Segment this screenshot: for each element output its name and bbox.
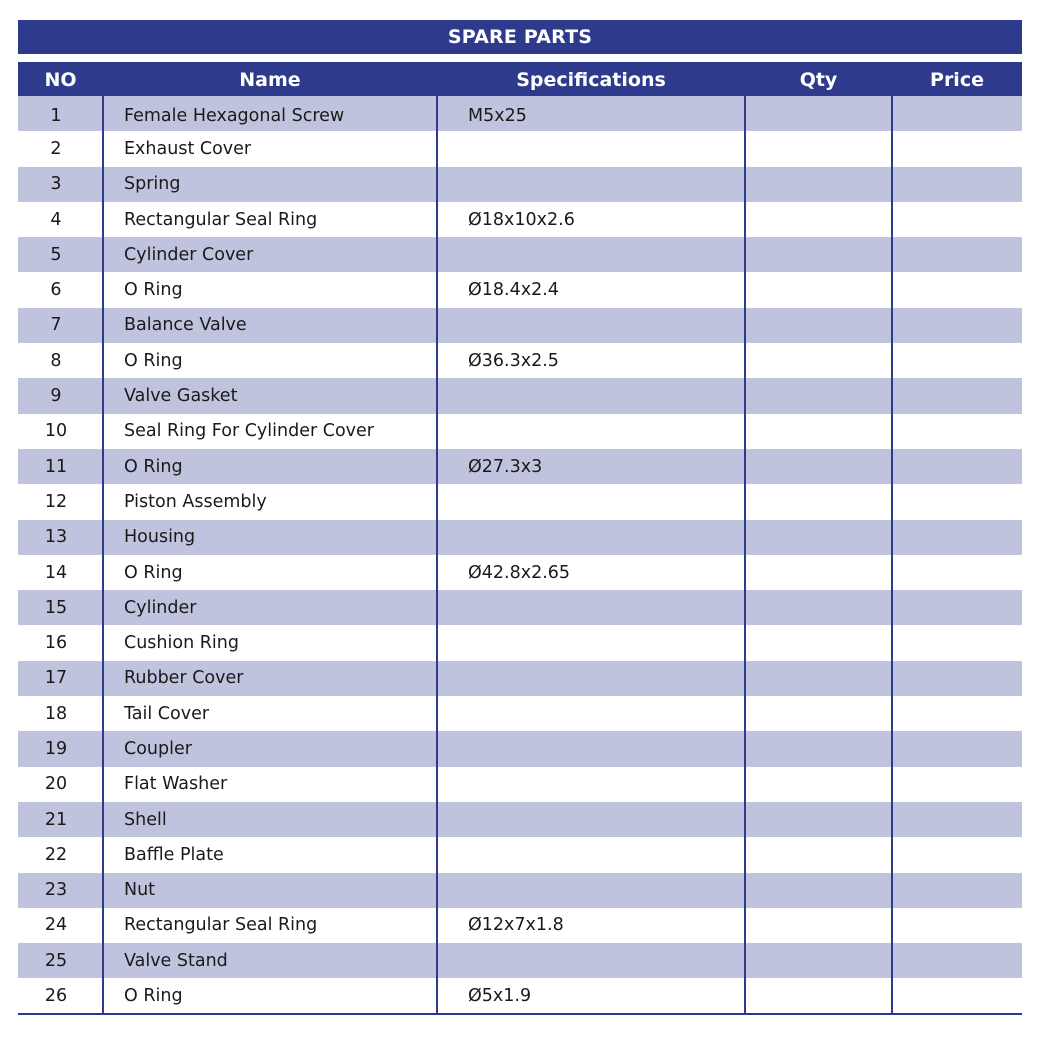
part-name: Tail Cover — [103, 696, 437, 731]
part-name: Female Hexagonal Screw — [103, 96, 437, 131]
row-number: 16 — [44, 633, 68, 654]
part-price — [892, 625, 1022, 660]
table-row — [18, 131, 1022, 166]
table-row — [18, 202, 1022, 237]
table-row — [18, 661, 1022, 696]
table-row — [18, 908, 1022, 943]
part-specification: Ø18x10x2.6 — [437, 202, 745, 237]
part-specification: M5x25 — [437, 96, 745, 131]
part-price — [892, 767, 1022, 802]
part-qty — [745, 131, 892, 166]
part-qty — [745, 378, 892, 413]
part-specification — [437, 414, 745, 449]
part-qty — [745, 943, 892, 978]
row-number: 9 — [50, 386, 62, 407]
part-specification — [437, 484, 745, 519]
table-row — [18, 378, 1022, 413]
part-price — [892, 131, 1022, 166]
part-specification: Ø42.8x2.65 — [437, 555, 745, 590]
part-specification — [437, 237, 745, 272]
part-qty — [745, 449, 892, 484]
part-price — [892, 908, 1022, 943]
part-qty — [745, 272, 892, 307]
table-row — [18, 837, 1022, 872]
row-number: 7 — [50, 315, 62, 336]
part-qty — [745, 661, 892, 696]
part-name: Housing — [103, 520, 437, 555]
part-qty — [745, 767, 892, 802]
part-specification: Ø12x7x1.8 — [437, 908, 745, 943]
part-qty — [745, 696, 892, 731]
part-qty — [745, 978, 892, 1013]
part-price — [892, 308, 1022, 343]
part-price — [892, 202, 1022, 237]
part-name: Spring — [103, 167, 437, 202]
table-row — [18, 343, 1022, 378]
part-price — [892, 167, 1022, 202]
table-row — [18, 449, 1022, 484]
part-price — [892, 378, 1022, 413]
table-row — [18, 767, 1022, 802]
part-name: Rectangular Seal Ring — [103, 908, 437, 943]
part-qty — [745, 555, 892, 590]
table-row — [18, 731, 1022, 766]
row-number: 5 — [50, 244, 62, 265]
part-qty — [745, 802, 892, 837]
part-name: Coupler — [103, 731, 437, 766]
header-specifications: Specifications — [516, 69, 666, 91]
table-row — [18, 167, 1022, 202]
part-qty — [745, 308, 892, 343]
part-qty — [745, 202, 892, 237]
part-price — [892, 449, 1022, 484]
row-number: 25 — [44, 950, 68, 971]
part-price — [892, 731, 1022, 766]
row-number: 2 — [50, 138, 62, 159]
part-name: Baffle Plate — [103, 837, 437, 872]
part-price — [892, 978, 1022, 1013]
part-specification — [437, 520, 745, 555]
spare-parts-table — [18, 62, 1022, 1015]
header-qty: Qty — [799, 69, 838, 91]
part-qty — [745, 167, 892, 202]
table-row — [18, 802, 1022, 837]
header-no: NO — [44, 69, 77, 91]
part-qty — [745, 520, 892, 555]
part-qty — [745, 908, 892, 943]
table-row — [18, 696, 1022, 731]
part-specification — [437, 661, 745, 696]
header-name: Name — [239, 69, 301, 91]
table-row — [18, 484, 1022, 519]
table-row — [18, 978, 1022, 1013]
part-specification — [437, 625, 745, 660]
row-number: 10 — [44, 421, 68, 442]
part-qty — [745, 343, 892, 378]
part-name: O Ring — [103, 343, 437, 378]
part-qty — [745, 414, 892, 449]
row-number: 24 — [44, 915, 68, 936]
part-specification — [437, 943, 745, 978]
part-name: Exhaust Cover — [103, 131, 437, 166]
part-name: Cushion Ring — [103, 625, 437, 660]
part-name: Nut — [103, 873, 437, 908]
part-qty — [745, 625, 892, 660]
part-price — [892, 802, 1022, 837]
part-name: Cylinder Cover — [103, 237, 437, 272]
row-number: 4 — [50, 209, 62, 230]
header-row — [18, 62, 1022, 96]
part-price — [892, 414, 1022, 449]
table-row — [18, 555, 1022, 590]
part-price — [892, 873, 1022, 908]
table-title: SPARE PARTS — [18, 20, 1022, 54]
part-name: Shell — [103, 802, 437, 837]
row-number: 23 — [44, 880, 68, 901]
part-specification: Ø36.3x2.5 — [437, 343, 745, 378]
table-row — [18, 873, 1022, 908]
part-price — [892, 484, 1022, 519]
row-number: 19 — [44, 738, 68, 759]
part-name: Piston Assembly — [103, 484, 437, 519]
row-number: 22 — [44, 844, 68, 865]
part-specification: Ø5x1.9 — [437, 978, 745, 1013]
part-specification — [437, 696, 745, 731]
part-price — [892, 96, 1022, 131]
part-price — [892, 837, 1022, 872]
part-name: Rectangular Seal Ring — [103, 202, 437, 237]
table-row — [18, 96, 1022, 131]
spare-parts-sheet — [18, 20, 1022, 1015]
part-specification — [437, 731, 745, 766]
part-name: Valve Stand — [103, 943, 437, 978]
part-name: Seal Ring For Cylinder Cover — [103, 414, 437, 449]
part-price — [892, 696, 1022, 731]
part-qty — [745, 484, 892, 519]
row-number: 18 — [44, 703, 68, 724]
part-qty — [745, 96, 892, 131]
part-price — [892, 343, 1022, 378]
row-number: 20 — [44, 774, 68, 795]
part-price — [892, 555, 1022, 590]
row-number: 14 — [44, 562, 68, 583]
part-name: Rubber Cover — [103, 661, 437, 696]
table-row — [18, 272, 1022, 307]
part-price — [892, 590, 1022, 625]
part-price — [892, 272, 1022, 307]
part-specification: Ø18.4x2.4 — [437, 272, 745, 307]
part-qty — [745, 837, 892, 872]
part-specification — [437, 802, 745, 837]
header-price: Price — [930, 69, 984, 91]
row-number: 26 — [18, 978, 103, 1013]
part-specification — [437, 131, 745, 166]
part-specification — [437, 308, 745, 343]
part-qty — [745, 237, 892, 272]
part-specification — [437, 873, 745, 908]
title-gap — [18, 54, 1022, 62]
part-specification — [437, 378, 745, 413]
row-number: 17 — [44, 668, 68, 689]
part-name: Cylinder — [103, 590, 437, 625]
table-row — [18, 414, 1022, 449]
row-number: 3 — [50, 174, 62, 195]
part-price — [892, 520, 1022, 555]
table-row — [18, 943, 1022, 978]
table-row — [18, 590, 1022, 625]
part-specification — [437, 590, 745, 625]
part-qty — [745, 731, 892, 766]
part-specification — [437, 837, 745, 872]
table-body — [18, 96, 1022, 1014]
part-name: Flat Washer — [103, 767, 437, 802]
table-row — [18, 625, 1022, 660]
row-number: 11 — [44, 456, 68, 477]
row-number: 15 — [44, 597, 68, 618]
part-specification: Ø27.3x3 — [437, 449, 745, 484]
row-number: 6 — [50, 280, 62, 301]
row-number: 1 — [50, 105, 62, 126]
part-specification — [437, 767, 745, 802]
row-number: 12 — [44, 491, 68, 512]
part-name: O Ring — [103, 449, 437, 484]
part-specification — [437, 167, 745, 202]
table-row — [18, 520, 1022, 555]
part-price — [892, 943, 1022, 978]
part-name: O Ring — [103, 272, 437, 307]
row-number: 21 — [44, 809, 68, 830]
row-number: 8 — [50, 350, 62, 371]
part-name: O Ring — [103, 555, 437, 590]
part-qty — [745, 590, 892, 625]
table-row — [18, 308, 1022, 343]
part-qty — [745, 873, 892, 908]
part-price — [892, 237, 1022, 272]
part-price — [892, 661, 1022, 696]
part-name: Balance Valve — [103, 308, 437, 343]
row-number: 13 — [44, 527, 68, 548]
part-name: O Ring — [103, 978, 437, 1013]
part-name: Valve Gasket — [103, 378, 437, 413]
table-row — [18, 237, 1022, 272]
